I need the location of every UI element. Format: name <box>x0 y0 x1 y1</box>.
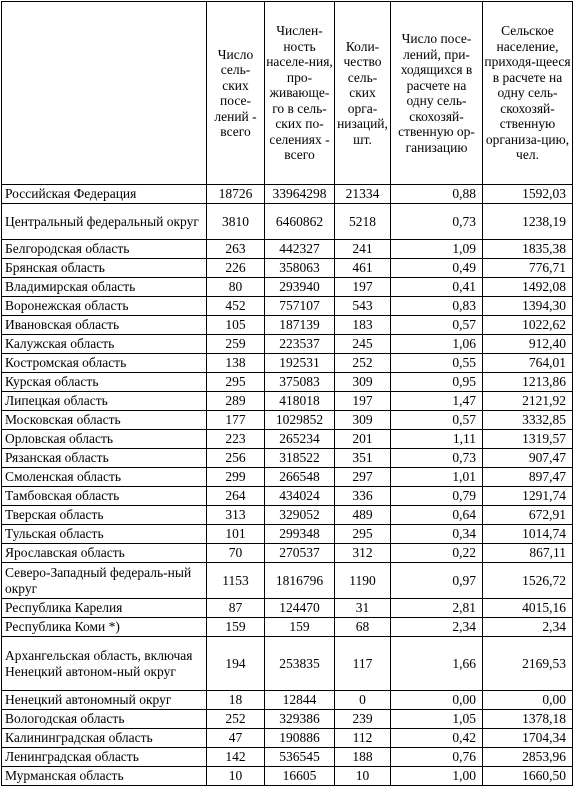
population-per-org-cell: 867,11 <box>483 544 573 563</box>
organizations-cell: 252 <box>335 354 391 373</box>
settlements-per-org-cell: 1,01 <box>391 468 483 487</box>
settlements-cell: 18726 <box>207 185 265 204</box>
settlements-per-org-cell: 1,05 <box>391 710 483 729</box>
population-per-org-cell: 1592,03 <box>483 185 573 204</box>
header-region <box>2 2 207 185</box>
population-cell: 192531 <box>265 354 335 373</box>
population-cell: 434024 <box>265 487 335 506</box>
settlements-per-org-cell: 0,97 <box>391 563 483 599</box>
settlements-per-org-cell: 0,76 <box>391 748 483 767</box>
settlements-cell: 101 <box>207 525 265 544</box>
settlements-per-org-cell: 0,73 <box>391 204 483 240</box>
region-name-cell: Тверская область <box>2 506 207 525</box>
table-row <box>2 204 573 240</box>
table-row <box>2 563 573 599</box>
organizations-cell: 297 <box>335 468 391 487</box>
organizations-cell: 295 <box>335 525 391 544</box>
organizations-cell: 309 <box>335 411 391 430</box>
population-cell: 329052 <box>265 506 335 525</box>
organizations-cell: 10 <box>335 767 391 786</box>
population-per-org-cell: 1319,57 <box>483 430 573 449</box>
region-name-cell: Республика Коми *) <box>2 618 207 637</box>
settlements-per-org-cell: 0,41 <box>391 278 483 297</box>
settlements-per-org-cell: 0,57 <box>391 316 483 335</box>
population-cell: 33964298 <box>265 185 335 204</box>
rural-settlements-table <box>1 1 573 786</box>
organizations-cell: 461 <box>335 259 391 278</box>
region-name-cell: Мурманская область <box>2 767 207 786</box>
settlements-per-org-cell: 2,34 <box>391 618 483 637</box>
population-cell: 124470 <box>265 599 335 618</box>
table-row <box>2 278 573 297</box>
region-name-cell: Воронежская область <box>2 297 207 316</box>
table-row <box>2 449 573 468</box>
settlements-per-org-cell: 1,47 <box>391 392 483 411</box>
population-cell: 187139 <box>265 316 335 335</box>
organizations-cell: 201 <box>335 430 391 449</box>
table-row <box>2 297 573 316</box>
table-row <box>2 767 573 786</box>
population-per-org-cell: 1213,86 <box>483 373 573 392</box>
region-name-cell: Ярославская область <box>2 544 207 563</box>
table-row <box>2 691 573 710</box>
population-per-org-cell: 912,40 <box>483 335 573 354</box>
population-cell: 299348 <box>265 525 335 544</box>
organizations-cell: 112 <box>335 729 391 748</box>
table-body <box>2 185 573 786</box>
region-name-cell: Республика Карелия <box>2 599 207 618</box>
table-row <box>2 618 573 637</box>
population-cell: 318522 <box>265 449 335 468</box>
settlements-per-org-cell: 2,81 <box>391 599 483 618</box>
region-name-cell: Калининградская область <box>2 729 207 748</box>
settlements-cell: 1153 <box>207 563 265 599</box>
organizations-cell: 68 <box>335 618 391 637</box>
settlements-per-org-cell: 1,66 <box>391 637 483 691</box>
settlements-cell: 177 <box>207 411 265 430</box>
settlements-per-org-cell: 0,57 <box>391 411 483 430</box>
settlements-cell: 289 <box>207 392 265 411</box>
region-name-cell: Рязанская область <box>2 449 207 468</box>
settlements-per-org-cell: 0,22 <box>391 544 483 563</box>
header-organizations-count: Коли-чество сель-ских орга-низаций, шт. <box>335 2 391 185</box>
settlements-cell: 263 <box>207 240 265 259</box>
table-row <box>2 185 573 204</box>
settlements-per-org-cell: 0,49 <box>391 259 483 278</box>
settlements-cell: 223 <box>207 430 265 449</box>
settlements-cell: 70 <box>207 544 265 563</box>
population-cell: 293940 <box>265 278 335 297</box>
settlements-cell: 259 <box>207 335 265 354</box>
population-cell: 536545 <box>265 748 335 767</box>
settlements-per-org-cell: 1,00 <box>391 767 483 786</box>
organizations-cell: 5218 <box>335 204 391 240</box>
population-cell: 6460862 <box>265 204 335 240</box>
settlements-per-org-cell: 0,73 <box>391 449 483 468</box>
region-name-cell: Орловская область <box>2 430 207 449</box>
settlements-cell: 142 <box>207 748 265 767</box>
organizations-cell: 31 <box>335 599 391 618</box>
population-per-org-cell: 1378,18 <box>483 710 573 729</box>
organizations-cell: 309 <box>335 373 391 392</box>
settlements-per-org-cell: 0,95 <box>391 373 483 392</box>
population-cell: 253835 <box>265 637 335 691</box>
settlements-cell: 295 <box>207 373 265 392</box>
settlements-cell: 80 <box>207 278 265 297</box>
population-per-org-cell: 1660,50 <box>483 767 573 786</box>
region-name-cell: Центральный федеральный округ <box>2 204 207 240</box>
population-per-org-cell: 0,00 <box>483 691 573 710</box>
population-cell: 190886 <box>265 729 335 748</box>
table-row <box>2 240 573 259</box>
table-row <box>2 710 573 729</box>
settlements-per-org-cell: 0,83 <box>391 297 483 316</box>
table-header-row <box>2 2 573 185</box>
organizations-cell: 197 <box>335 392 391 411</box>
region-name-cell: Курская область <box>2 373 207 392</box>
settlements-per-org-cell: 0,88 <box>391 185 483 204</box>
settlements-cell: 3810 <box>207 204 265 240</box>
settlements-cell: 138 <box>207 354 265 373</box>
population-per-org-cell: 776,71 <box>483 259 573 278</box>
population-cell: 1029852 <box>265 411 335 430</box>
table-row <box>2 335 573 354</box>
table-row <box>2 430 573 449</box>
population-cell: 358063 <box>265 259 335 278</box>
table-row <box>2 392 573 411</box>
organizations-cell: 489 <box>335 506 391 525</box>
settlements-per-org-cell: 0,00 <box>391 691 483 710</box>
table-row <box>2 259 573 278</box>
population-per-org-cell: 1014,74 <box>483 525 573 544</box>
region-name-cell: Ненецкий автономный округ <box>2 691 207 710</box>
population-cell: 375083 <box>265 373 335 392</box>
population-per-org-cell: 2121,92 <box>483 392 573 411</box>
region-name-cell: Липецкая область <box>2 392 207 411</box>
organizations-cell: 336 <box>335 487 391 506</box>
table-row <box>2 354 573 373</box>
population-cell: 418018 <box>265 392 335 411</box>
region-name-cell: Калужская область <box>2 335 207 354</box>
table-row <box>2 637 573 691</box>
settlements-cell: 105 <box>207 316 265 335</box>
region-name-cell: Тамбовская область <box>2 487 207 506</box>
table-row <box>2 729 573 748</box>
organizations-cell: 241 <box>335 240 391 259</box>
population-per-org-cell: 1291,74 <box>483 487 573 506</box>
population-cell: 329386 <box>265 710 335 729</box>
population-cell: 266548 <box>265 468 335 487</box>
table-row <box>2 506 573 525</box>
population-cell: 159 <box>265 618 335 637</box>
settlements-cell: 87 <box>207 599 265 618</box>
population-per-org-cell: 1835,38 <box>483 240 573 259</box>
organizations-cell: 543 <box>335 297 391 316</box>
population-per-org-cell: 897,47 <box>483 468 573 487</box>
header-settlements-total: Число сель-ских посе-лений - всего <box>207 2 265 185</box>
settlements-per-org-cell: 1,11 <box>391 430 483 449</box>
population-per-org-cell: 3332,85 <box>483 411 573 430</box>
population-per-org-cell: 764,01 <box>483 354 573 373</box>
settlements-cell: 313 <box>207 506 265 525</box>
settlements-cell: 47 <box>207 729 265 748</box>
header-settlements-per-org: Число посе-лений, при-ходящихся в расчете на одну сель-скохозяй-ственную ор-ганизацию <box>391 2 483 185</box>
settlements-cell: 194 <box>207 637 265 691</box>
header-rural-population: Числен-ность населе-ния, про-живающе-го в сель-ских по-селениях - всего <box>265 2 335 185</box>
region-name-cell: Смоленская область <box>2 468 207 487</box>
organizations-cell: 351 <box>335 449 391 468</box>
settlements-per-org-cell: 0,42 <box>391 729 483 748</box>
settlements-cell: 264 <box>207 487 265 506</box>
table-row <box>2 525 573 544</box>
population-per-org-cell: 1704,34 <box>483 729 573 748</box>
table-row <box>2 411 573 430</box>
region-name-cell: Ивановская область <box>2 316 207 335</box>
settlements-cell: 256 <box>207 449 265 468</box>
region-name-cell: Тульская область <box>2 525 207 544</box>
organizations-cell: 183 <box>335 316 391 335</box>
population-per-org-cell: 2,34 <box>483 618 573 637</box>
population-per-org-cell: 2853,96 <box>483 748 573 767</box>
table-row <box>2 487 573 506</box>
settlements-cell: 252 <box>207 710 265 729</box>
organizations-cell: 21334 <box>335 185 391 204</box>
table-row <box>2 316 573 335</box>
settlements-per-org-cell: 0,55 <box>391 354 483 373</box>
region-name-cell: Московская область <box>2 411 207 430</box>
organizations-cell: 188 <box>335 748 391 767</box>
settlements-cell: 226 <box>207 259 265 278</box>
population-per-org-cell: 1492,08 <box>483 278 573 297</box>
settlements-per-org-cell: 0,64 <box>391 506 483 525</box>
region-name-cell: Брянская область <box>2 259 207 278</box>
region-name-cell: Российская Федерация <box>2 185 207 204</box>
organizations-cell: 239 <box>335 710 391 729</box>
table-row <box>2 544 573 563</box>
population-cell: 223537 <box>265 335 335 354</box>
settlements-cell: 159 <box>207 618 265 637</box>
population-cell: 270537 <box>265 544 335 563</box>
region-name-cell: Костромская область <box>2 354 207 373</box>
region-name-cell: Архангельская область, включая Ненецкий автоном-ный округ <box>2 637 207 691</box>
organizations-cell: 245 <box>335 335 391 354</box>
population-per-org-cell: 672,91 <box>483 506 573 525</box>
population-cell: 442327 <box>265 240 335 259</box>
population-per-org-cell: 1526,72 <box>483 563 573 599</box>
settlements-per-org-cell: 1,06 <box>391 335 483 354</box>
population-per-org-cell: 907,47 <box>483 449 573 468</box>
population-cell: 12844 <box>265 691 335 710</box>
organizations-cell: 312 <box>335 544 391 563</box>
population-per-org-cell: 1394,30 <box>483 297 573 316</box>
population-per-org-cell: 4015,16 <box>483 599 573 618</box>
table-row <box>2 748 573 767</box>
organizations-cell: 117 <box>335 637 391 691</box>
region-name-cell: Вологодская область <box>2 710 207 729</box>
region-name-cell: Северо-Западный федераль-ный округ <box>2 563 207 599</box>
organizations-cell: 1190 <box>335 563 391 599</box>
settlements-per-org-cell: 0,79 <box>391 487 483 506</box>
table-row <box>2 468 573 487</box>
settlements-per-org-cell: 0,34 <box>391 525 483 544</box>
organizations-cell: 197 <box>335 278 391 297</box>
settlements-cell: 10 <box>207 767 265 786</box>
header-population-per-org: Сельское население, приходя-щееся в расчете на одну сель-скохозяй-ственную организа-цию, чел. <box>483 2 573 185</box>
table-row <box>2 599 573 618</box>
settlements-per-org-cell: 1,09 <box>391 240 483 259</box>
population-per-org-cell: 2169,53 <box>483 637 573 691</box>
settlements-cell: 18 <box>207 691 265 710</box>
settlements-cell: 299 <box>207 468 265 487</box>
table-row <box>2 373 573 392</box>
region-name-cell: Владимирская область <box>2 278 207 297</box>
population-cell: 265234 <box>265 430 335 449</box>
organizations-cell: 0 <box>335 691 391 710</box>
population-cell: 1816796 <box>265 563 335 599</box>
region-name-cell: Белгородская область <box>2 240 207 259</box>
population-per-org-cell: 1238,19 <box>483 204 573 240</box>
population-per-org-cell: 1022,62 <box>483 316 573 335</box>
settlements-cell: 452 <box>207 297 265 316</box>
region-name-cell: Ленинградская область <box>2 748 207 767</box>
population-cell: 16605 <box>265 767 335 786</box>
population-cell: 757107 <box>265 297 335 316</box>
